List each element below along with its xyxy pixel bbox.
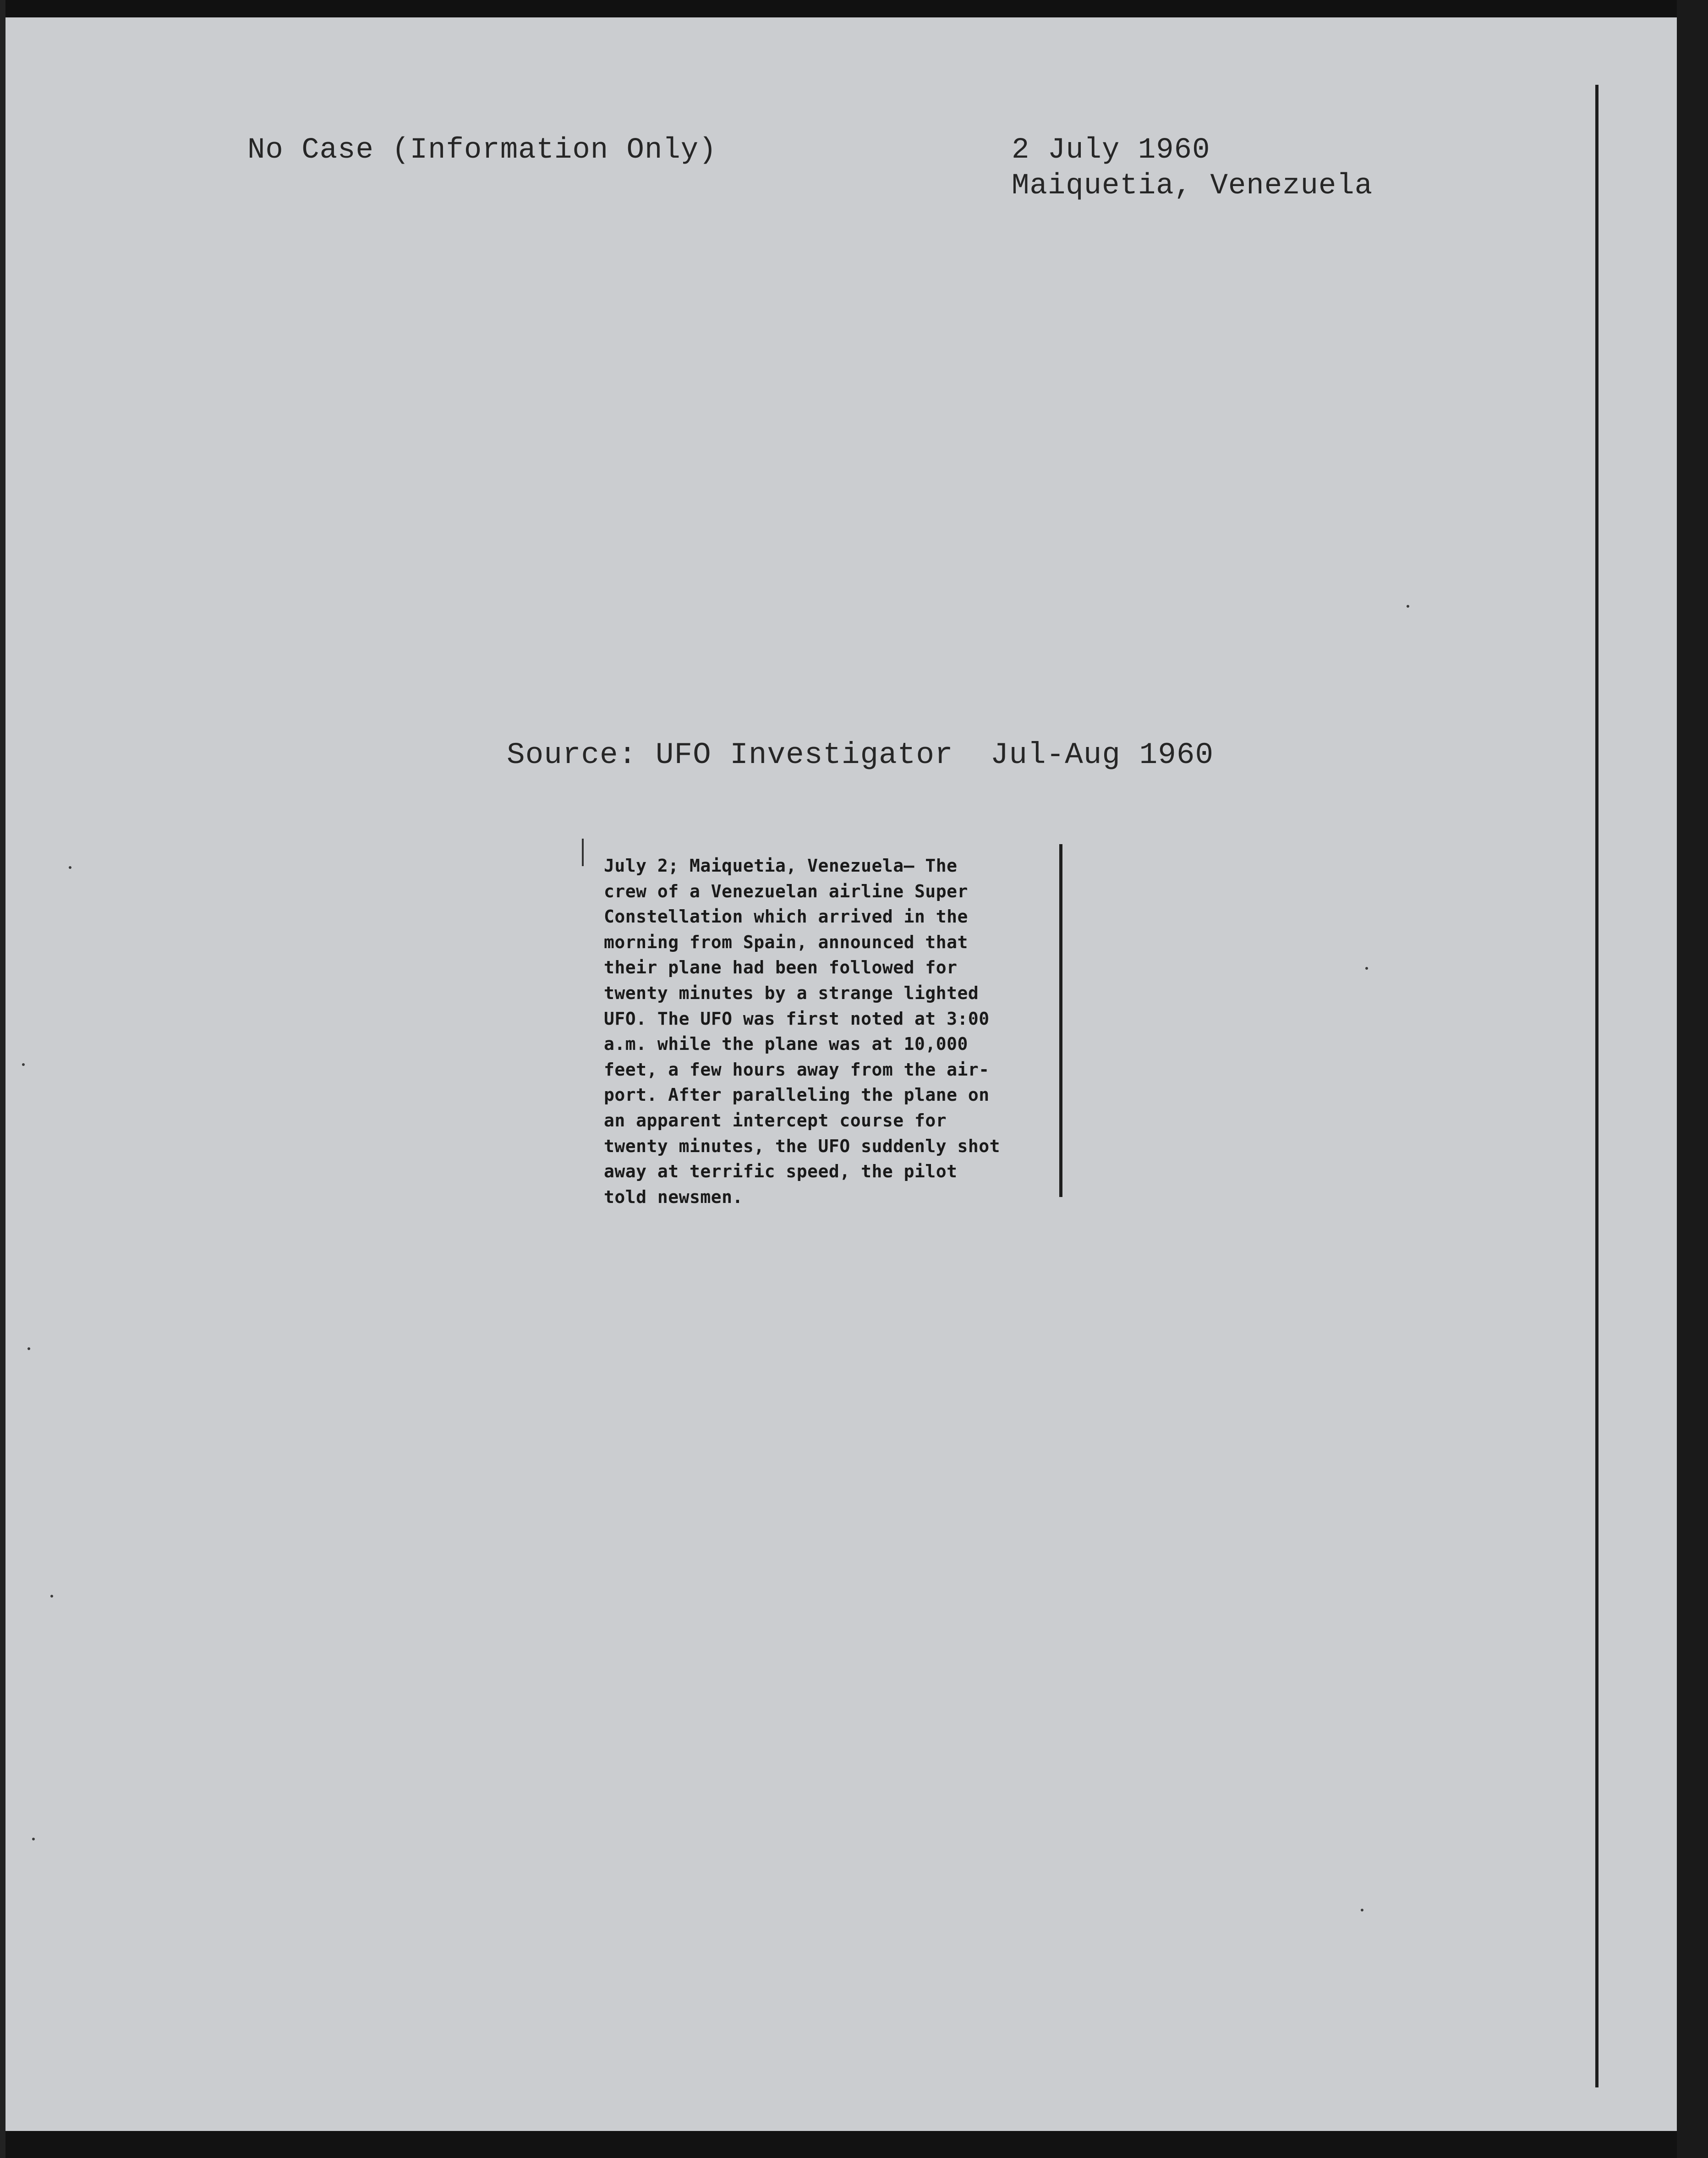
clipping-line: Constellation which arrived in the bbox=[604, 906, 968, 927]
clipping-line: twenty minutes, the UFO suddenly shot bbox=[604, 1136, 1000, 1156]
scan-speck bbox=[32, 1838, 35, 1840]
clipping-line: an apparent intercept course for bbox=[604, 1110, 947, 1131]
scan-speck bbox=[50, 1595, 53, 1598]
clipping-line: their plane had been followed for bbox=[604, 957, 958, 978]
scan-speck bbox=[22, 1063, 25, 1066]
clipping-line: crew of a Venezuelan airline Super bbox=[604, 881, 968, 901]
clipping-line: a.m. while the plane was at 10,000 bbox=[604, 1034, 968, 1054]
clipping-line: twenty minutes by a strange lighted bbox=[604, 983, 979, 1003]
clipping-line: port. After paralleling the plane on bbox=[604, 1085, 990, 1105]
scan-speck bbox=[1365, 967, 1368, 970]
scan-border-bottom bbox=[0, 2131, 1708, 2158]
scan-speck bbox=[1407, 605, 1409, 608]
source-line: Source: UFO Investigator Jul-Aug 1960 bbox=[507, 738, 1214, 772]
clipping-line: morning from Spain, announced that bbox=[604, 932, 968, 952]
clipping-line: July 2; Maiquetia, Venezuela— The bbox=[604, 856, 958, 876]
clipping-line: feet, a few hours away from the air- bbox=[604, 1059, 990, 1080]
scan-border-top bbox=[0, 0, 1708, 17]
report-location: Maiquetia, Venezuela bbox=[1012, 170, 1373, 203]
scan-border-right bbox=[1677, 0, 1708, 2158]
report-date: 2 July 1960 bbox=[1012, 134, 1210, 167]
clipping-line: UFO. The UFO was first noted at 3:00 bbox=[604, 1008, 990, 1029]
case-status: No Case (Information Only) bbox=[247, 134, 717, 167]
page-edge-line bbox=[1595, 85, 1599, 2087]
scan-speck bbox=[27, 1347, 30, 1350]
clipping-line: away at terrific speed, the pilot bbox=[604, 1161, 958, 1182]
clipping-text bbox=[604, 853, 1062, 1210]
scan-border-left bbox=[0, 0, 5, 2158]
clipping-line: told newsmen. bbox=[604, 1186, 743, 1207]
scan-speck bbox=[69, 866, 71, 869]
scan-speck bbox=[1361, 1909, 1363, 1911]
